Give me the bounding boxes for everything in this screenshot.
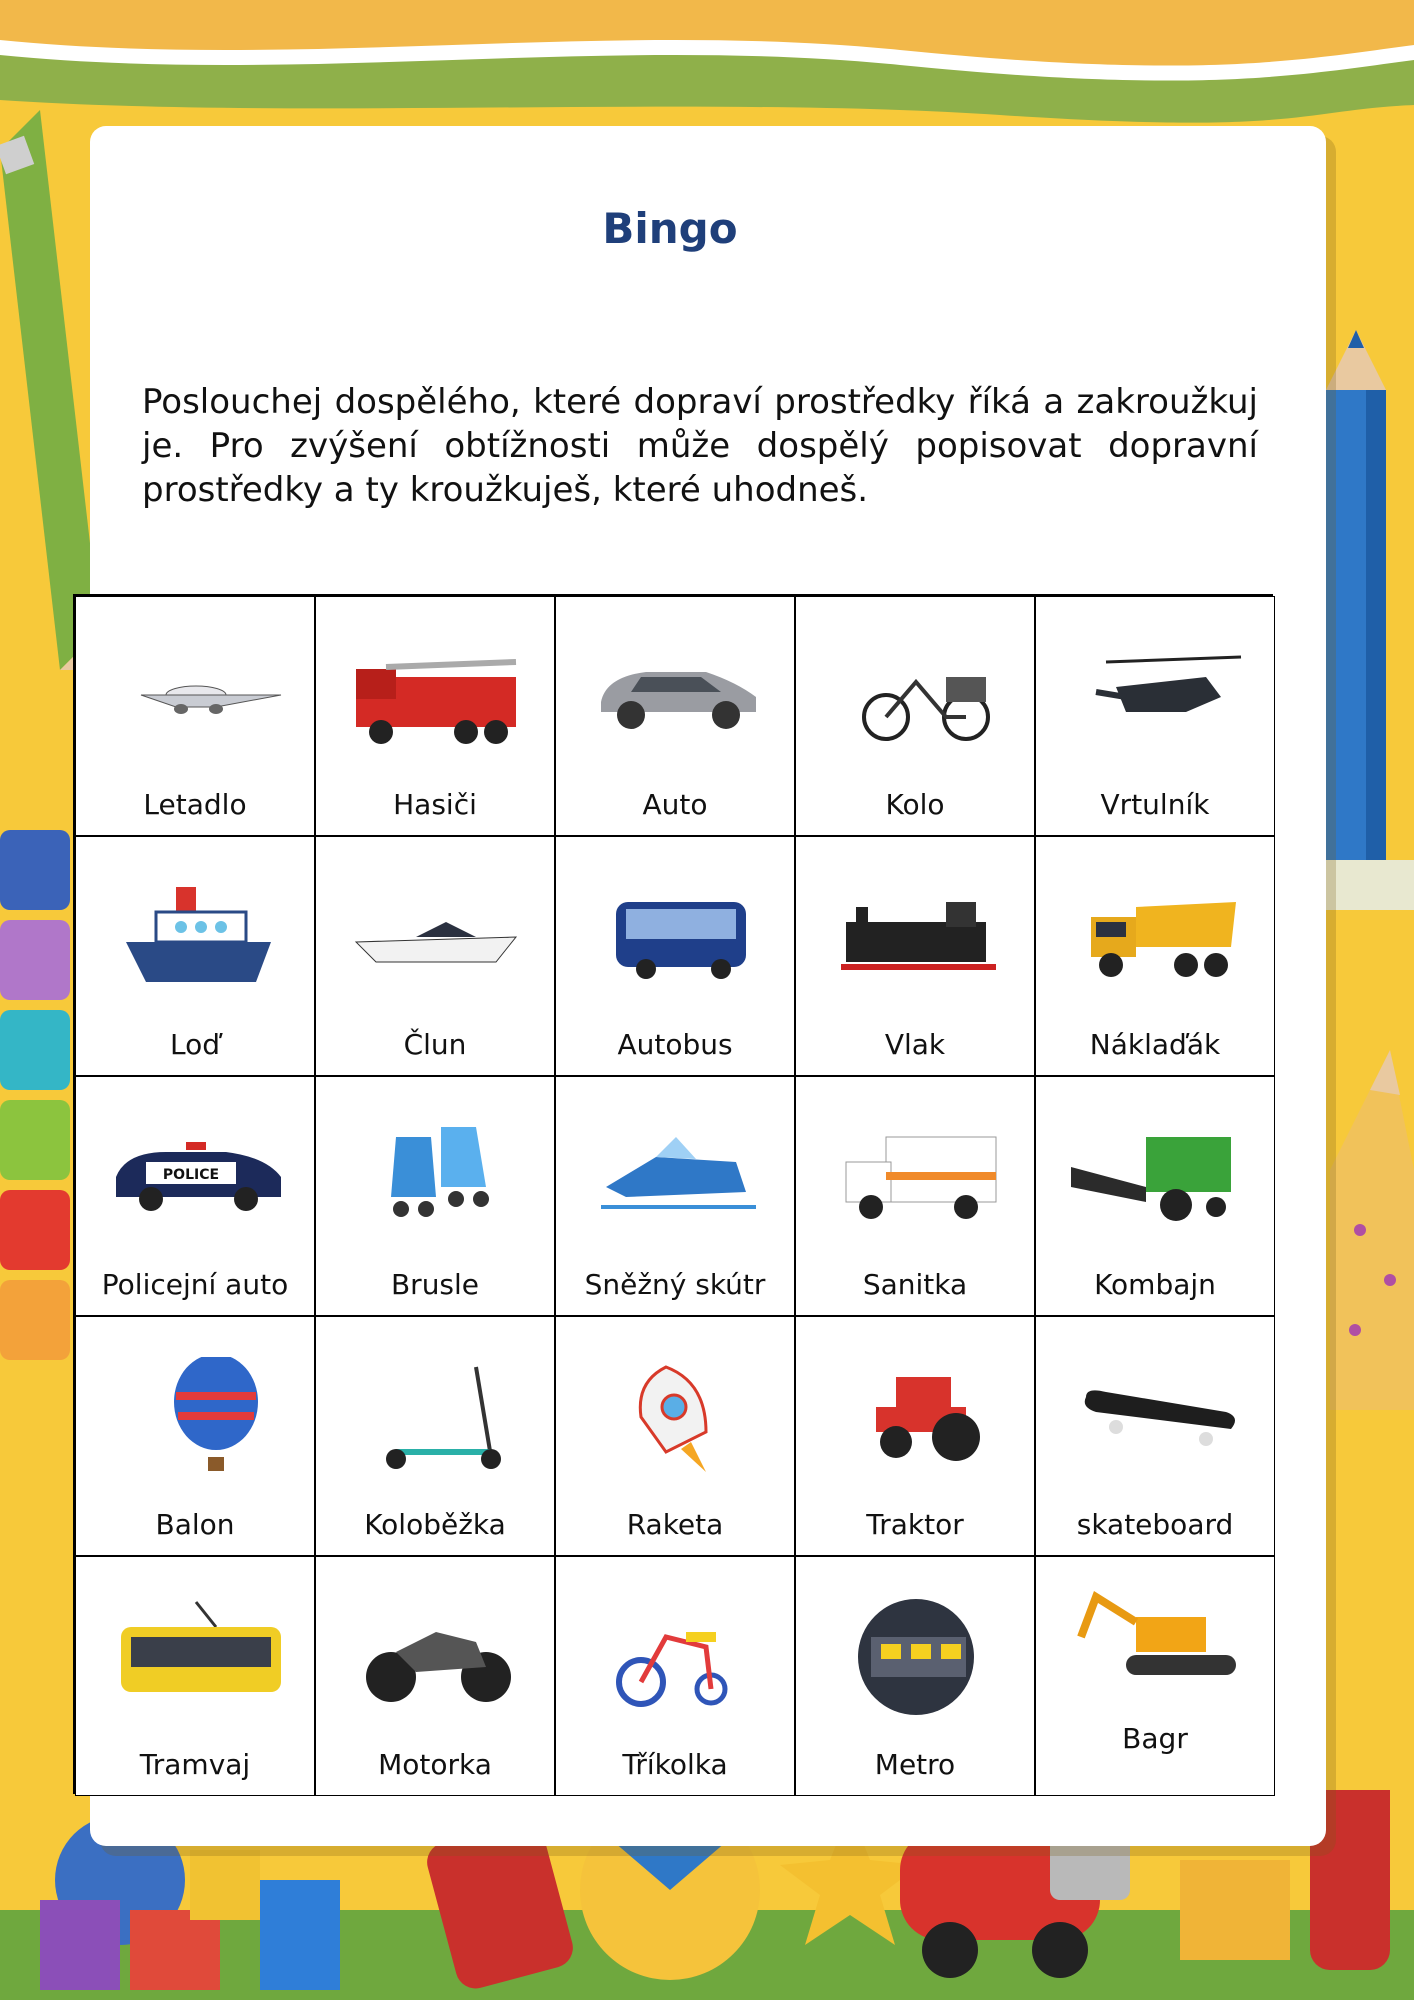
bingo-cell-raketa[interactable] <box>555 1316 795 1556</box>
combine-harvester-icon <box>1066 1117 1246 1237</box>
bingo-cell-tramvaj[interactable] <box>75 1556 315 1796</box>
tricycle-icon <box>586 1597 766 1717</box>
cell-label: Sněžný skútr <box>584 1268 766 1301</box>
bingo-cell-traktor[interactable] <box>795 1316 1035 1556</box>
cell-label: Auto <box>642 788 708 821</box>
police-car-icon <box>106 1117 286 1237</box>
cell-label: Vrtulník <box>1100 788 1210 821</box>
tractor-icon <box>826 1357 1006 1477</box>
excavator-icon <box>1066 1577 1246 1697</box>
bingo-cell-brusle[interactable] <box>315 1076 555 1316</box>
cell-label: Hasiči <box>393 788 477 821</box>
cell-label: Loď <box>169 1028 220 1061</box>
dump-truck-icon <box>1066 877 1246 997</box>
page-title: Bingo <box>602 204 738 253</box>
cell-label: Koloběžka <box>364 1508 506 1541</box>
rollerblades-icon <box>346 1117 526 1237</box>
skateboard-icon <box>1066 1357 1246 1477</box>
cell-label: Kombajn <box>1094 1268 1216 1301</box>
cell-label: Bagr <box>1122 1722 1188 1755</box>
bingo-cell-vlak[interactable] <box>795 836 1035 1076</box>
bingo-cell-motorka[interactable] <box>315 1556 555 1796</box>
cell-label: Tramvaj <box>139 1748 251 1781</box>
bingo-cell-letadlo[interactable] <box>75 596 315 836</box>
bus-icon <box>586 877 766 997</box>
bingo-grid <box>73 594 1273 1794</box>
police-text: POLICE <box>162 1167 220 1183</box>
cell-label: Autobus <box>617 1028 733 1061</box>
ship-icon <box>106 877 286 997</box>
top-wave-decoration <box>0 0 1414 140</box>
bingo-cell-trikolka[interactable] <box>555 1556 795 1796</box>
bingo-cell-metro[interactable] <box>795 1556 1035 1796</box>
ambulance-icon <box>826 1117 1006 1237</box>
helicopter-icon <box>1066 637 1246 757</box>
cell-label: Policejní auto <box>101 1268 289 1301</box>
instructions-text: Poslouchej dospělého, které dopraví prostředky říká a zakroužkuj je. Pro zvýšení obtížnosti může dospělý popisovat dopravní prostředky a ty kroužkuješ, které uhodneš. <box>142 382 1258 510</box>
snowmobile-icon <box>586 1117 766 1237</box>
bingo-cell-autobus[interactable] <box>555 836 795 1076</box>
motorcycle-icon <box>346 1597 526 1717</box>
bingo-cell-auto[interactable] <box>555 596 795 836</box>
bingo-cell-balon[interactable] <box>75 1316 315 1556</box>
yellow-pencil-decoration <box>1330 1050 1414 1410</box>
cell-label: Balon <box>155 1508 235 1541</box>
bingo-cell-lod[interactable] <box>75 836 315 1076</box>
rocket-icon <box>586 1357 766 1477</box>
bingo-cell-snezny-skutr[interactable] <box>555 1076 795 1316</box>
airplane-icon <box>106 637 286 757</box>
cell-label: Tříkolka <box>622 1748 728 1781</box>
bingo-cell-bagr[interactable] <box>1035 1556 1275 1796</box>
bingo-cell-vrtulnik[interactable] <box>1035 596 1275 836</box>
cell-label: Letadlo <box>143 788 247 821</box>
cell-label: Sanitka <box>862 1268 968 1301</box>
bicycle-icon <box>826 637 1006 757</box>
bingo-cell-skateboard[interactable] <box>1035 1316 1275 1556</box>
bingo-cell-sanitka[interactable] <box>795 1076 1035 1316</box>
scooter-icon <box>346 1357 526 1477</box>
fire-truck-icon <box>346 637 526 757</box>
cell-label: Motorka <box>378 1748 492 1781</box>
cell-label: Člun <box>403 1028 467 1061</box>
cell-label: Vlak <box>884 1028 946 1061</box>
bingo-cell-kombajn[interactable] <box>1035 1076 1275 1316</box>
cell-label: Kolo <box>885 788 945 821</box>
tram-icon <box>106 1597 286 1717</box>
bingo-cell-policejni-auto[interactable] <box>75 1076 315 1316</box>
train-icon <box>826 877 1006 997</box>
blue-pencil-decoration <box>1326 330 1414 930</box>
bingo-cell-hasici[interactable] <box>315 596 555 836</box>
cell-label: Náklaďák <box>1089 1028 1221 1061</box>
bingo-cell-clun[interactable] <box>315 836 555 1076</box>
cell-label: Brusle <box>390 1268 480 1301</box>
cell-label: Metro <box>874 1748 956 1781</box>
metro-icon <box>826 1597 1006 1717</box>
bingo-cell-kolobezka[interactable] <box>315 1316 555 1556</box>
speedboat-icon <box>346 877 526 997</box>
hot-air-balloon-icon <box>106 1357 286 1477</box>
car-icon <box>586 637 766 757</box>
bingo-cell-nakladak[interactable] <box>1035 836 1275 1076</box>
cell-label: skateboard <box>1076 1508 1234 1541</box>
cell-label: Raketa <box>626 1508 724 1541</box>
bingo-cell-kolo[interactable] <box>795 596 1035 836</box>
cell-label: Traktor <box>866 1508 964 1541</box>
